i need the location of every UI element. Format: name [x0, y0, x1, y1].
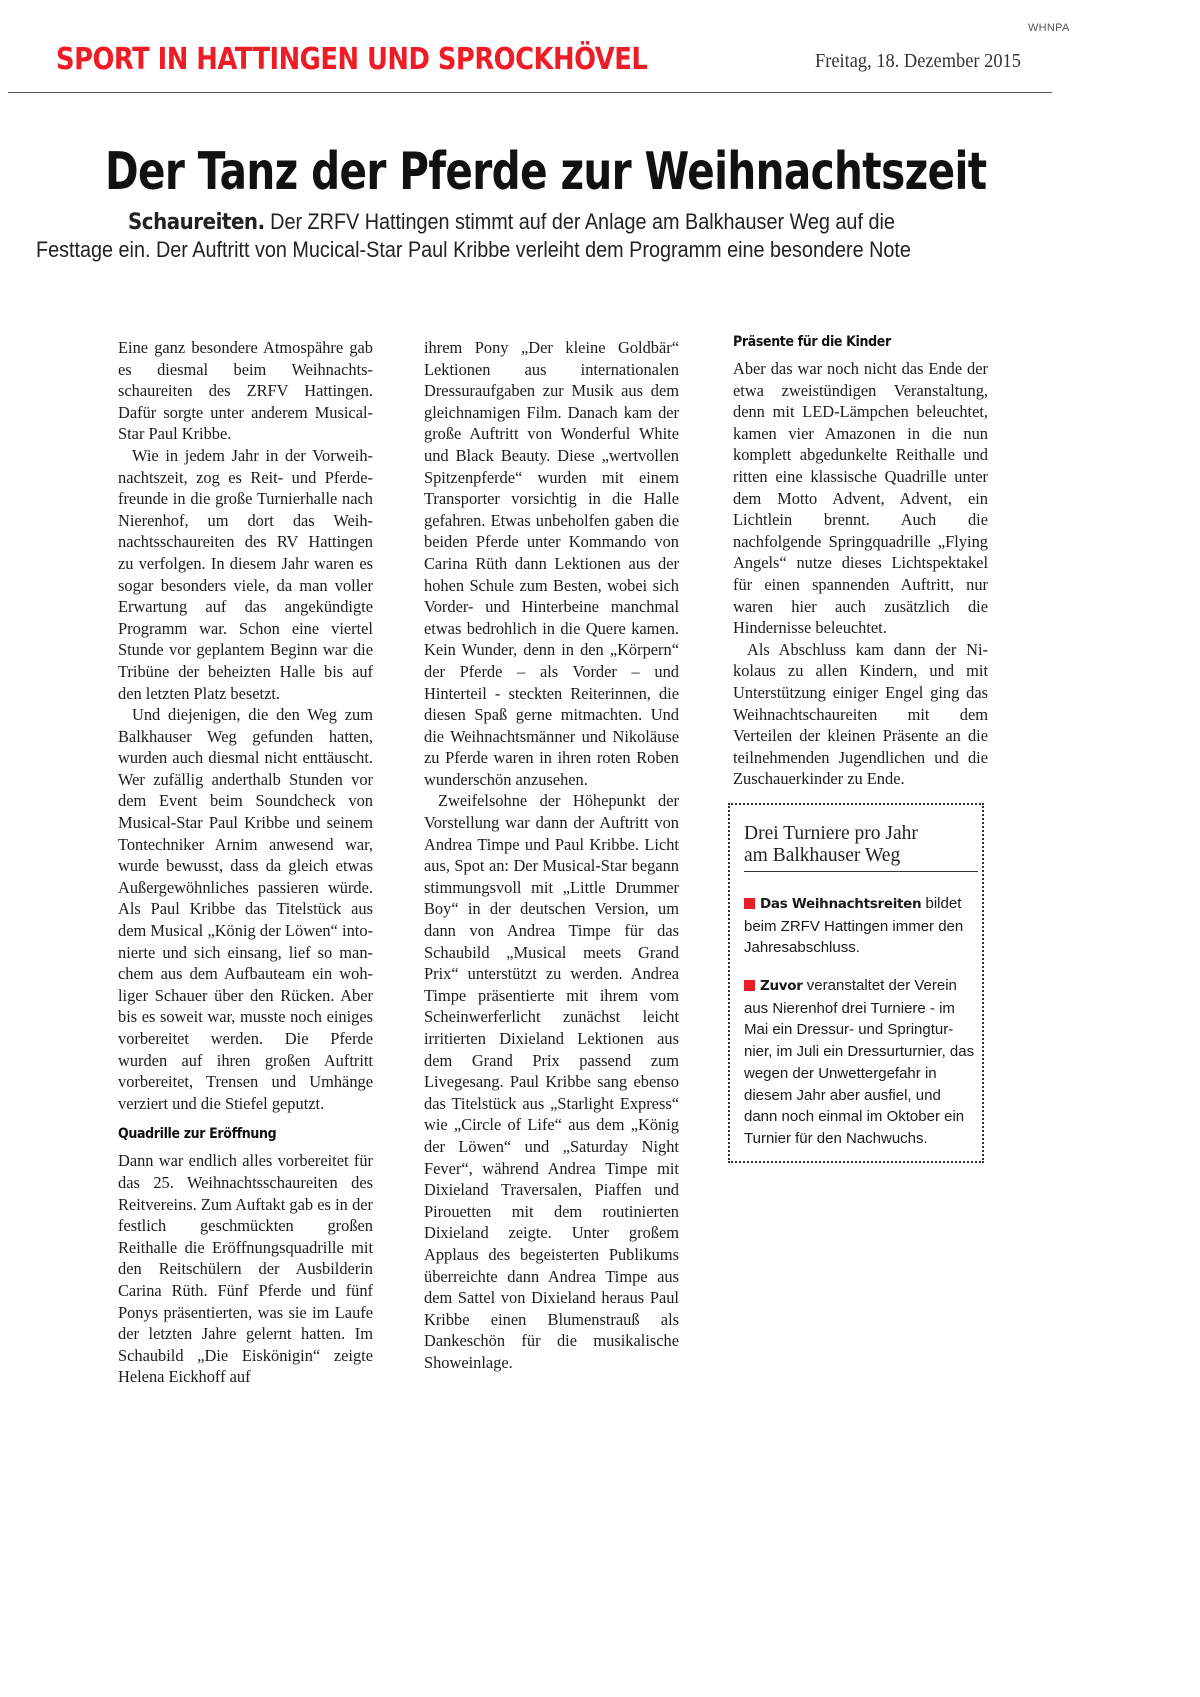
subhead-line-2: Festtage ein. Der Auftritt von Mucical-Star Paul Kribbe verleiht dem Programm eine besondere Note: [36, 237, 911, 262]
article-column-2: [424, 337, 679, 1374]
subhead-kicker: Schaureiten.: [128, 210, 265, 235]
red-square-bullet-icon: [744, 980, 755, 991]
info-item-text: bildet beim ZRFV Hattingen immer den Jahresabschluss.: [744, 895, 964, 957]
paragraph: Zweifelsohne der Höhepunkt der Vorstellung war dann der Auftritt von Andrea Timpe und Paul Kribbe. Licht aus, Spot an: Der Musical-Star begann stimmungsvoll mit „Little Drummer Boy“ in der deutschen Version, um dann von Andrea Timpe für das Schaubild „Musical meets Grand Prix“ unterstützt zu werden. Andrea Timpe präsentierte mit ihrem vom Scheinwerferlicht zunächst leicht irritierten Dixieland Lektionen aus dem Grand Prix passend zum Livegesang. Paul Kribbe sang ebenso das Titelstück aus „Starlight Express“ wie „Circle of Life“ aus dem „König der Löwen“ und „Saturday Night Fever“, während Andrea Timpe mit Dixieland Traversalen, Piaffen und Pirouetten mit dem routinierten Dixieland zeigte. Unter großem Applaus des begeisterten Publikums überreichte dann Andrea Timpe aus dem Sattel von Dixieland heraus Paul Kribbe einen Blumenstrauß als Dankeschön für die musikalische Showeinlage.: [424, 791, 679, 1372]
agency-tag: WHNPA: [1028, 22, 1070, 34]
info-item-lead: Das Weihnachtsreiten: [760, 896, 922, 912]
info-box-item: [744, 893, 976, 959]
info-item-text: veranstaltet der Verein aus Nierenhof drei Turniere - im Mai ein Dressur- und Springturnier, im Juli ein Dressurturnier, das wegen der Unwettergefahr in diesem Jahr aber ausfiel, und dann noch einmal im Oktober ein Turnier für den Nachwuchs.: [744, 977, 975, 1147]
info-box-title-line-1: Drei Turniere pro Jahr: [744, 823, 918, 844]
info-box-title-line-2: am Balkhauser Weg: [744, 845, 901, 866]
info-box-item: [744, 975, 976, 1150]
info-box-title: [744, 823, 978, 872]
subhead-line-1: [128, 208, 1093, 236]
subheading-praesente: Präsente für die Kinder: [733, 334, 891, 350]
paragraph: Aber das war noch nicht das Ende der etwa zweistündigen Veranstaltung, denn mit LED-Lämpchen beleuchtet, kamen vier Amazonen in die nun komplett abgedunkelte Reithalle und ritten eine klassische Quadrille unter dem Motto Advent, Advent, ein Lichtlein brennt. Auch die nachfolgende Springquadrille „Flying Angels“ nutze dieses Lichtspektakel für einen spannenden Auftritt, nur waren hier auch zusätzlich die Hindernisse beleuchtet.: [733, 359, 988, 638]
paragraph: ihrem Pony „Der kleine Goldbär“ Lektionen aus internationalen Dressuraufgaben zur Musik aus dem gleichnamigen Film. Danach kam der große Auftritt von Wonderful White und Black Beauty. Diese „wertvollen Spitzenpferde“ wurden mit einem Transporter vorsichtig in die Halle gefahren. Etwas unbeholfen gaben die beiden Pferde unter Kommando von Carina Rüth dann Lektionen aus der hohen Schule zum Besten, wobei sich Vorder- und Hinterbeine manchmal etwas bedrohlich in die Quere kamen. Kein Wunder, denn in den „Körpern“ der Pferde – als Vorder – und Hinterteil - steckten Reiterinnen, die diesen Spaß gerne mitmachten. Und die Weihnachtsmänner und Nikoläuse zu Pferde waren in ihren roten Roben wunderschön anzusehen.: [424, 338, 679, 789]
info-box: [728, 803, 984, 1163]
article-column-1: [118, 337, 373, 1388]
paragraph: Und diejenigen, die den Weg zum Balkhauser Weg gefunden hatten, wurden auch diesmal nicht enttäuscht. Wer zufällig anderthalb Stunden vor dem Event beim Soundcheck von Musical-Star Paul Kribbe und seinem Tontechniker Arnim anwesend war, wurde bewusst, dass da gleich etwas Außergewöhnliches passieren würde. Als Paul Kribbe das Titelstück aus dem Musical „König der Löwen“ intonierte und sich einsang, lief so manchem aus dem Aufbauteam ein wohliger Schauer über den Rücken. Aber bis es soweit war, musste noch einiges vorbereitet werden. Die Pferde wurden auf ihren großen Auftritt vorbereitet, Trensen und Umhänge verziert und die Stiefel geputzt.: [118, 705, 373, 1113]
paragraph: Wie in jedem Jahr in der Vorweihnachtszeit, zog es Reit- und Pferdefreunde in die große Turnierhalle nach Nierenhof, um dort das Weihnachtsschaureiten des RV Hattingen zu verfolgen. In diesem Jahr waren es sogar besonders viele, da man voller Erwartung auf das angekündigte Programm war. Schon eine viertel Stunde vor geplantem Beginn war die Tribüne der beheizten Halle bis auf den letzten Platz besetzt.: [118, 445, 373, 703]
paragraph: Dann war endlich alles vorbereitet für das 25. Weihnachtsschaureiten des Reitvereins. Zum Auftakt gab es in der festlich geschmückten großen Reithalle die Eröffnungsquadrille mit den Reitschülern der Ausbilderin Carina Rüth. Fünf Pferde und fünf Ponys präsentierten, was sie im Laufe der letzten Jahre gelernt hatten. Im Schaubild „Die Eiskönigin“ zeigte Helena Eickhoff auf: [118, 1151, 373, 1387]
red-square-bullet-icon: [744, 898, 755, 909]
subhead-line-1-text: Der ZRFV Hattingen stimmt auf der Anlage am Balkhauser Weg auf die: [264, 209, 895, 234]
publication-date: Freitag, 18. Dezember 2015: [815, 50, 1021, 72]
header-divider: [8, 92, 1052, 93]
subheading-quadrille: Quadrille zur Eröffnung: [118, 1126, 277, 1143]
article-headline: Der Tanz der Pferde zur Weihnachtszeit: [105, 142, 987, 202]
paragraph: Als Abschluss kam dann der Nikolaus zu allen Kindern, und mit Unterstützung einiger Engel ging das Weihnachtschaureiten mit dem Verteilen der kleinen Präsente an die teilnehmenden Jugendlichen und die Zuschauerkinder zu Ende.: [733, 639, 988, 789]
paragraph: Eine ganz besondere Atmospähre gab es diesmal beim Weihnachtsschaureiten des ZRFV Hattingen. Dafür sorgte unter anderem Musical-Star Paul Kribbe.: [118, 338, 373, 444]
info-item-lead: Zuvor: [760, 978, 803, 994]
article-column-3: [733, 332, 988, 790]
section-title: SPORT IN HATTINGEN UND SPROCKHÖVEL: [56, 42, 648, 77]
article-subhead: [0, 208, 1200, 263]
